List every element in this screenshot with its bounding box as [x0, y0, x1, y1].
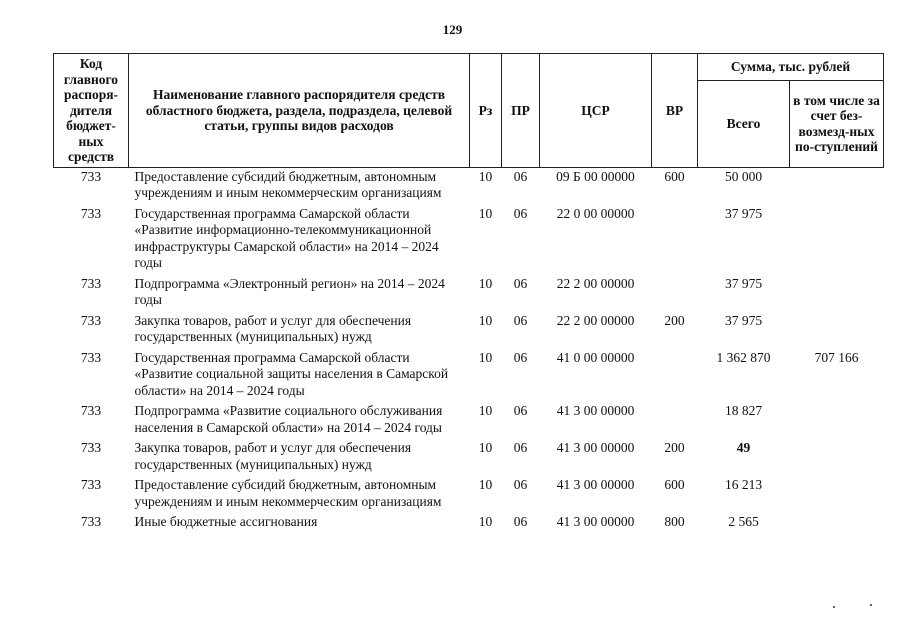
- cell-code: 733: [80, 403, 102, 418]
- cell-total: 37 975: [724, 275, 763, 291]
- cell-name: Иные бюджетные ассигнования: [134, 514, 318, 529]
- cell-pr: 06: [513, 312, 528, 328]
- cell-rz: 10: [478, 514, 493, 529]
- cell-gratuitous: [790, 205, 884, 275]
- header-pr: ПР: [502, 54, 540, 168]
- cell-name: Предоставление субсидий бюджетным, автономным учреждениям и иным некоммерческим организациям: [134, 168, 442, 200]
- budget-table: [53, 53, 884, 534]
- header-vr: ВР: [652, 54, 698, 168]
- scan-speck: [833, 606, 835, 608]
- cell-pr: 06: [513, 403, 528, 418]
- cell-vr: 800: [664, 514, 685, 529]
- cell-gratuitous: [790, 439, 884, 476]
- cell-pr: 06: [513, 349, 528, 365]
- cell-rz: 10: [478, 403, 493, 418]
- cell-name: Закупка товаров, работ и услуг для обеспечения государственных (муниципальных) нужд: [134, 312, 412, 344]
- cell-total: 49: [736, 440, 751, 455]
- cell-name: Государственная программа Самарской области «Развитие социальной защиты населения в Самарской области» на 2014 – 2024 годы: [134, 349, 449, 398]
- header-total: Всего: [698, 80, 790, 167]
- cell-total: 50 000: [724, 168, 763, 184]
- cell-code: 733: [80, 168, 102, 184]
- cell-gratuitous: [790, 312, 884, 349]
- cell-pr: 06: [513, 275, 528, 291]
- cell-name: Государственная программа Самарской области «Развитие информационно-телекоммуникационной инфраструктуры Самарской области» на 2014 – 2024 годы: [134, 205, 439, 270]
- table-row: [54, 275, 884, 312]
- cell-vr: [652, 402, 698, 439]
- cell-rz: 10: [478, 349, 493, 365]
- cell-vr: [652, 205, 698, 275]
- table-row: [54, 167, 884, 205]
- cell-rz: 10: [478, 312, 493, 328]
- cell-gratuitous: [790, 167, 884, 205]
- table-row: [54, 349, 884, 403]
- table-row: [54, 476, 884, 513]
- cell-total: 2 565: [728, 514, 759, 529]
- cell-csr: 41 3 00 00000: [556, 477, 635, 492]
- table-header: [54, 54, 884, 168]
- cell-rz: 10: [478, 205, 493, 221]
- cell-rz: 10: [478, 440, 493, 455]
- cell-csr: 41 3 00 00000: [556, 403, 635, 418]
- cell-code: 733: [80, 477, 102, 492]
- cell-pr: 06: [513, 477, 528, 492]
- cell-name: Закупка товаров, работ и услуг для обеспечения государственных (муниципальных) нужд: [134, 440, 412, 472]
- cell-code: 733: [80, 349, 102, 365]
- cell-code: 733: [80, 275, 102, 291]
- cell-total: 1 362 870: [716, 349, 771, 365]
- cell-pr: 06: [513, 440, 528, 455]
- cell-code: 733: [80, 514, 102, 529]
- table-row: [54, 513, 884, 534]
- cell-name: Подпрограмма «Развитие социального обслуживания населения в Самарской области» на 2014 – 2024 годы: [134, 403, 443, 435]
- cell-vr: [652, 275, 698, 312]
- cell-csr: 22 2 00 00000: [556, 275, 635, 291]
- cell-gratuitous: [790, 275, 884, 312]
- cell-vr: 600: [664, 477, 685, 492]
- header-code: Код главного распоря-дителя бюджет-ных средств: [54, 54, 129, 168]
- cell-name: Подпрограмма «Электронный регион» на 2014 – 2024 годы: [134, 275, 445, 307]
- table-row: [54, 205, 884, 275]
- header-sum: Сумма, тыс. рублей: [698, 54, 884, 81]
- header-gratuitous: в том числе за счет без-возмезд-ных по-ступлений: [790, 80, 884, 167]
- cell-pr: 06: [513, 205, 528, 221]
- header-name: Наименование главного распорядителя средств областного бюджета, раздела, подраздела, целевой статьи, группы видов расходов: [129, 54, 470, 168]
- cell-csr: 41 0 00 00000: [556, 349, 635, 365]
- cell-gratuitous: 707 166: [814, 349, 859, 365]
- table-row: [54, 312, 884, 349]
- table-row: [54, 439, 884, 476]
- cell-code: 733: [80, 205, 102, 221]
- cell-rz: 10: [478, 477, 493, 492]
- cell-csr: 09 Б 00 00000: [556, 168, 635, 184]
- cell-gratuitous: [790, 513, 884, 534]
- cell-gratuitous: [790, 476, 884, 513]
- cell-vr: 200: [664, 440, 685, 455]
- cell-code: 733: [80, 440, 102, 455]
- scan-speck: [870, 604, 872, 606]
- cell-csr: 41 3 00 00000: [556, 440, 635, 455]
- cell-gratuitous: [790, 402, 884, 439]
- cell-rz: 10: [478, 168, 493, 184]
- cell-total: 37 975: [724, 205, 763, 221]
- cell-code: 733: [80, 312, 102, 328]
- table-body: [54, 167, 884, 534]
- table-row: [54, 402, 884, 439]
- cell-total: 37 975: [724, 312, 763, 328]
- cell-vr: 600: [664, 168, 685, 184]
- header-rz: Рз: [470, 54, 502, 168]
- cell-csr: 22 2 00 00000: [556, 312, 635, 328]
- cell-rz: 10: [478, 275, 493, 291]
- cell-csr: 41 3 00 00000: [556, 514, 635, 529]
- cell-pr: 06: [513, 168, 528, 184]
- cell-total: 18 827: [724, 403, 763, 418]
- cell-vr: [652, 349, 698, 403]
- page-number: 129: [442, 22, 463, 37]
- cell-pr: 06: [513, 514, 528, 529]
- header-csr: ЦСР: [540, 54, 652, 168]
- cell-csr: 22 0 00 00000: [556, 205, 635, 221]
- cell-name: Предоставление субсидий бюджетным, автономным учреждениям и иным некоммерческим организациям: [134, 477, 442, 509]
- cell-vr: 200: [664, 312, 685, 328]
- cell-total: 16 213: [724, 477, 763, 492]
